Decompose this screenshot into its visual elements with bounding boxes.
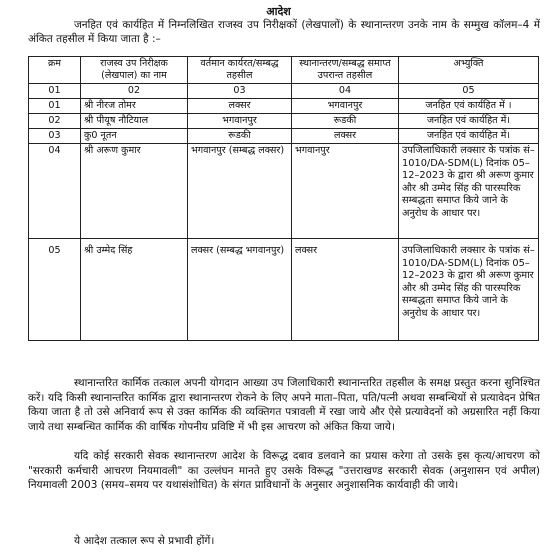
row-remark: जनहित एवं कार्यहित में। bbox=[399, 129, 539, 144]
row-name: श्री अरूण कुमार bbox=[81, 144, 188, 239]
row-current-tehsil: लक्सर bbox=[188, 99, 292, 114]
header-current-tehsil: वर्तमान कार्यरत/सम्बद्ध तहसील bbox=[188, 57, 292, 84]
column-number: 05 bbox=[399, 84, 539, 99]
header-serial: क्रम bbox=[29, 57, 81, 84]
table-header-row bbox=[29, 57, 539, 84]
row-remark: जनहित एवं कार्यहित में। bbox=[399, 114, 539, 129]
table-row bbox=[29, 144, 539, 239]
row-name: श्री नीरज तोमर bbox=[81, 99, 188, 114]
header-name: राजस्व उप निरीक्षक (लेखपाल) का नाम bbox=[81, 57, 188, 84]
row-current-tehsil: भगवानपुर bbox=[188, 114, 292, 129]
row-current-tehsil: रूडकी bbox=[188, 129, 292, 144]
row-name: कु0 नूतन bbox=[81, 129, 188, 144]
table-row bbox=[29, 114, 539, 129]
disciplinary-warning-paragraph: यदि कोई सरकारी सेवक स्थानान्तरण आदेश के विरूद्ध दबाव डलवाने का प्रयास करेगा तो उसके इस कृत्य/आचरण को "सरकारी कर्मचारी आचरण नियमावली" का उल्लंघन मानते हुए उसके विरूद्ध "उत्तराखण्ड सरकारी सेवक (अनुशासन एवं अपील) नियमावली 2003 (समय–समय पर यथासंशोधित) के संगत प्राविधानों के अनुसार अनुशासनिक कार्यवाही की जाये। bbox=[28, 450, 540, 492]
table-row bbox=[29, 99, 539, 114]
column-number: 04 bbox=[292, 84, 399, 99]
column-number: 01 bbox=[29, 84, 81, 99]
row-name: श्री उम्मेद सिंह bbox=[81, 239, 188, 341]
table-row bbox=[29, 129, 539, 144]
row-current-tehsil: लक्सर (सम्बद्ध भगवानपुर) bbox=[188, 239, 292, 341]
row-serial: 03 bbox=[29, 129, 81, 144]
order-title: आदेश bbox=[266, 5, 291, 18]
row-remark: उपजिलाधिकारी लक्सार के पत्रांक सं–1010/DA-SDM(L) दिनांक 05–12–2023 के द्वारा श्री अरूण कुमार और श्री उम्मेद सिंह की पारस्परिक सम्बद्धता समाप्त किये जाने के अनुरोध के आधार पर। bbox=[399, 239, 539, 341]
row-transfer-tehsil: रूडकी bbox=[292, 114, 399, 129]
row-transfer-tehsil: लक्सर bbox=[292, 239, 399, 341]
row-serial: 02 bbox=[29, 114, 81, 129]
row-name: श्री पीयूष नौटियाल bbox=[81, 114, 188, 129]
row-remark: जनहित एवं कार्यहित में । bbox=[399, 99, 539, 114]
intro-paragraph: जनहित एवं कार्यहित में निम्नलिखित राजस्व उप निरीक्षकों (लेखपालों) के स्थानान्तरण उनके नाम के सम्मुख कॉलम–4 में अंकित तहसील में किया जाता है :– bbox=[28, 19, 540, 45]
row-current-tehsil: भगवानपुर (सम्बद्ध लक्सर) bbox=[188, 144, 292, 239]
row-serial: 01 bbox=[29, 99, 81, 114]
effective-immediately-paragraph: ये आदेश तत्काल रूप से प्रभावी होंगें। bbox=[74, 535, 215, 547]
column-number: 02 bbox=[81, 84, 188, 99]
joining-instructions-paragraph: स्थानान्तरित कार्मिक तत्काल अपनी योगदान आख्या उप जिलाधिकारी स्थानान्तरित तहसील के समक्ष प्रस्तुत करना सुनिश्चित करें। यदि किसी स्थानान्तरित कार्मिक द्वारा स्थानान्तरण रोकने के लिए अपने माता–पिता, पति/पत्नी अथवा सम्बन्धियों से प्रत्यावेदन प्रेषित किया जाता है तो उसे अनिवार्य रूप से उक्त कार्मिक की व्यक्तिगत पत्रावली में रखा जाये और ऐसे प्रत्यावेदनों को अग्रसारित नहीं किया जाये तथा सम्बन्धित कार्मिक की वार्षिक गोपनीय प्रविष्टि में भी इस आचरण को अंकित किया जाये। bbox=[28, 377, 540, 433]
row-transfer-tehsil: भगवानपुर bbox=[292, 99, 399, 114]
header-transfer-tehsil: स्थानान्तरण/सम्बद्ध समाप्त उपरान्त तहसील bbox=[292, 57, 399, 84]
table-row bbox=[29, 239, 539, 341]
row-serial: 05 bbox=[29, 239, 81, 341]
header-remark: अभ्युक्ति bbox=[399, 57, 539, 84]
row-transfer-tehsil: लक्सर bbox=[292, 129, 399, 144]
row-serial: 04 bbox=[29, 144, 81, 239]
column-number: 03 bbox=[188, 84, 292, 99]
row-transfer-tehsil: भगवानपुर bbox=[292, 144, 399, 239]
transfer-table bbox=[28, 56, 539, 341]
column-number-row bbox=[29, 84, 539, 99]
row-remark: उपजिलाधिकारी लक्सार के पत्रांक सं–1010/DA-SDM(L) दिनांक 05–12–2023 के द्वारा श्री अरूण कुमार और श्री उम्मेद सिंह की पारस्परिक सम्बद्धता समाप्त किये जाने के अनुरोध के आधार पर। bbox=[399, 144, 539, 239]
